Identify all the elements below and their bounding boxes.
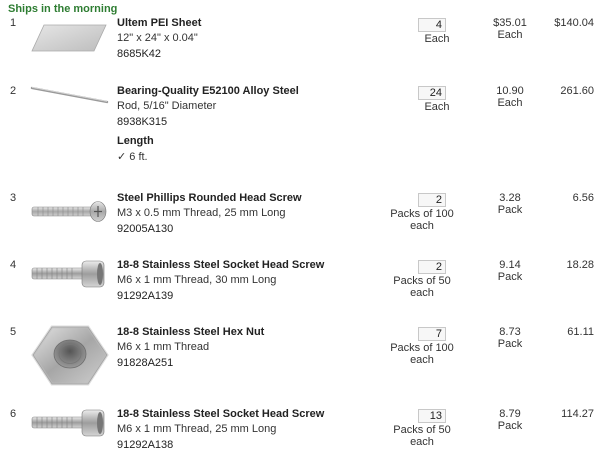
product-spec: M6 x 1 mm Thread: [117, 341, 210, 353]
line-total: 114.27: [561, 408, 594, 420]
line-number: 6: [10, 408, 17, 420]
product-spec: M6 x 1 mm Thread, 25 mm Long: [117, 423, 277, 435]
part-number[interactable]: 91828A251: [117, 357, 174, 369]
quantity-unit-line2: each: [410, 436, 434, 448]
cart-row-6: [0, 408, 600, 449]
line-total: 18.28: [566, 259, 594, 271]
quantity-input[interactable]: 13: [418, 409, 446, 423]
line-total: 261.60: [560, 85, 594, 97]
quantity-unit: Each: [424, 101, 450, 113]
quantity-unit-line2: each: [410, 287, 434, 299]
line-number: 5: [10, 326, 17, 338]
cart-row-3: [0, 192, 600, 237]
part-number[interactable]: 8938K315: [117, 116, 168, 128]
quantity-input[interactable]: 24: [418, 86, 446, 100]
quantity-input[interactable]: 7: [418, 327, 446, 341]
product-image-socket-screw[interactable]: [30, 408, 108, 438]
product-spec: 12" x 24" x 0.04": [117, 32, 198, 44]
product-spec: M3 x 0.5 mm Thread, 25 mm Long: [117, 207, 286, 219]
line-number: 4: [10, 259, 17, 271]
part-number[interactable]: 91292A139: [117, 290, 174, 302]
product-title[interactable]: 18-8 Stainless Steel Socket Head Screw: [117, 259, 325, 271]
product-spec: Rod, 5/16" Diameter: [117, 100, 217, 112]
quantity-unit: Each: [424, 33, 450, 45]
section-title: Ships in the morning: [8, 3, 118, 15]
cart-row-1: [0, 17, 600, 67]
option-label: Length: [117, 135, 154, 147]
product-image-rod[interactable]: [30, 85, 110, 109]
cart-row-2: [0, 85, 600, 175]
unit-price-per: Pack: [497, 338, 523, 350]
unit-price-per: Pack: [497, 271, 523, 283]
line-total: 6.56: [572, 192, 594, 204]
unit-price: 3.28: [499, 192, 521, 204]
line-number: 1: [10, 17, 17, 29]
product-image-hex-nut[interactable]: [30, 324, 110, 388]
quantity-input[interactable]: 2: [418, 193, 446, 207]
quantity-input[interactable]: 2: [418, 260, 446, 274]
unit-price: 10.90: [496, 85, 524, 97]
product-title[interactable]: 18-8 Stainless Steel Socket Head Screw: [117, 408, 325, 420]
product-image-socket-screw[interactable]: [30, 259, 108, 289]
product-title[interactable]: 18-8 Stainless Steel Hex Nut: [117, 326, 265, 338]
unit-price-per: Each: [497, 29, 523, 41]
quantity-unit-line2: each: [410, 354, 434, 366]
cart-row-4: [0, 259, 600, 304]
product-image-sheet[interactable]: [30, 23, 108, 53]
part-number[interactable]: 8685K42: [117, 48, 162, 60]
quantity-unit-line1: Packs of 50: [393, 424, 451, 436]
quantity-unit-line2: each: [410, 220, 434, 232]
product-image-phillips-screw[interactable]: [30, 200, 108, 224]
line-total: 61.11: [567, 326, 594, 338]
unit-price-per: Each: [497, 97, 523, 109]
cart-row-5: [0, 326, 600, 396]
quantity-input[interactable]: 4: [418, 18, 446, 32]
line-total: $140.04: [554, 17, 594, 29]
quantity-unit-line1: Packs of 50: [393, 275, 451, 287]
product-title[interactable]: Bearing-Quality E52100 Alloy Steel: [117, 85, 299, 97]
unit-price: 9.14: [499, 259, 521, 271]
product-title[interactable]: Ultem PEI Sheet: [117, 17, 202, 29]
unit-price-per: Pack: [497, 420, 523, 432]
quantity-unit-line1: Packs of 100: [390, 208, 454, 220]
option-value[interactable]: ✓ 6 ft.: [117, 151, 148, 163]
line-number: 3: [10, 192, 17, 204]
unit-price-per: Pack: [497, 204, 523, 216]
unit-price: 8.79: [499, 408, 521, 420]
unit-price: 8.73: [499, 326, 521, 338]
quantity-unit-line1: Packs of 100: [390, 342, 454, 354]
product-title[interactable]: Steel Phillips Rounded Head Screw: [117, 192, 302, 204]
product-spec: M6 x 1 mm Thread, 30 mm Long: [117, 274, 277, 286]
unit-price: $35.01: [493, 17, 527, 29]
part-number[interactable]: 91292A138: [117, 439, 174, 451]
part-number[interactable]: 92005A130: [117, 223, 174, 235]
line-number: 2: [10, 85, 17, 97]
